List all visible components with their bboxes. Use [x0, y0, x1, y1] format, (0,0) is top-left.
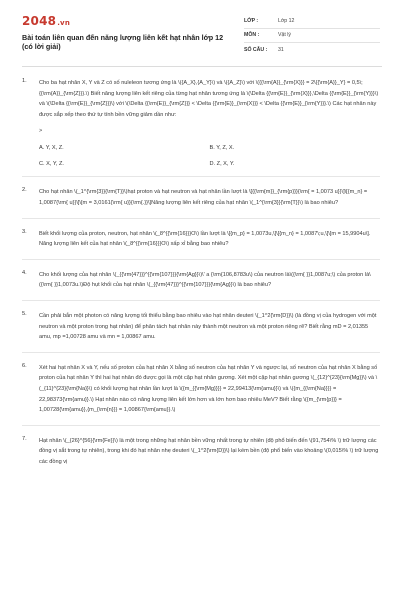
- question-number: 7.: [22, 435, 27, 442]
- question-4: [22, 270, 380, 291]
- meta-label: MÔN :: [244, 32, 260, 39]
- question-number: 2.: [22, 187, 27, 194]
- meta-value: Lớp 12: [278, 17, 295, 24]
- option-c[interactable]: C. X, Y, Z.: [39, 161, 64, 168]
- question-6: [22, 363, 380, 416]
- question-text: Cho hạt nhân \(_1^{\rm{3}}{\rm{T}}\)hạt proton và hạt neutron và hạt nhân lần lượt là \[{{\rm{m}}_{\rm{p}}}{\rm{ = 1,0073 u}}\]\[{m_n} = 1,0087{\rm{ u}}\]\[m = 3,0161{\rm{ u}}{\rm{.}}\]Năng lượng liên kết riêng của hạt nhân \(_1^{\rm{3}}{\rm{T}}\) là bao nhiêu?: [39, 189, 368, 206]
- question-1: [22, 78, 380, 167]
- question-number: 5.: [22, 310, 27, 317]
- meta-value: 31: [278, 47, 284, 54]
- answer-options: [39, 145, 380, 167]
- question-number: 1.: [22, 78, 27, 84]
- logo-suffix: .vn: [57, 19, 71, 27]
- logo-text: 2048: [22, 14, 57, 28]
- question-text: Xét hai hạt nhân X và Y, nếu số proton của hạt nhân X bằng số neutron của hạt nhân Y và ngược lại, số neutron của hạt nhân X bằng số proton của hạt nhân Y thì hai hạt nhân đó được gọi là một cặp hạt nhân gương. Xét một cặp hạt nhân gương \(_{12}^{23}{\rm{Mg}}\) và \(_{11}^{23}{\rm{Na}}\) có khối lượng hạt nhân lần lượt là \({m_{{\rm{Mg}}}} = 22,99413{\rm{amu}}\) và \({m_{{\rm{Na}}}} = 22,98373{\rm{amu}}.\) Hạt nhân nào có năng lượng liên kết lớn hơn và lớn hơn bao nhiêu MeV? Biết rằng \({m_{\rm{p}}} = 1,00728{\rm{amu}},{m_{\rm{n}}} = 1,00867{\rm{amu}}.\): [39, 364, 378, 414]
- meta-row-subject: [244, 29, 380, 44]
- option-a[interactable]: A. Y, X, Z.: [39, 145, 64, 152]
- document-meta: [244, 14, 380, 58]
- question-number: 6.: [22, 362, 27, 369]
- question-text: Hạt nhân \(_{26}^{56}{\rm{Fe}}\) là một trong những hạt nhân bền vững nhất trong tự nhiên (độ phổ biến đến \(91,754\% \) trữ lượng các đồng vị sắt trong tự nhiên), trong khi đó hạt nhân nhẹ deuteri \(_1^2{\rm{D}}\) lại kém bền (độ phổ biến vào khoảng \(0,015\% \) trữ lượng các đồng vị: [39, 437, 379, 465]
- site-logo[interactable]: [22, 14, 70, 28]
- document-header: [22, 14, 382, 60]
- question-divider: [22, 176, 380, 177]
- question-divider: [22, 259, 380, 260]
- question-5: [22, 311, 380, 343]
- meta-row-class: [244, 14, 380, 29]
- option-b[interactable]: B. Y, Z, X.: [209, 145, 235, 152]
- question-text: Cho khối lượng của hạt nhân \(_{{\rm{47}}}^{{\rm{107}}}{\rm{Ag}}\)\' a {\rm{106,8783u\) của neutron là\({\rm{ }}1,0087u;\) của proton là\({\rm{ }}1,0073u.\)Độ hụt khối của hạt nhân \(_{{\rm{47}}}^{{\rm{107}}}{\rm{Ag}}\) là bao nhiêu?: [39, 271, 371, 289]
- question-divider: [22, 352, 380, 353]
- question-text: Cần phải bắn một photon có năng lượng tối thiểu bằng bao nhiêu vào hạt nhân deuteri \(_1^2{\rm{D}}\) (là đồng vị của hydrogen với một neutron và một proton trong hạt nhân) để phân tách hạt nhân này thành một neutron và một proton riêng rẽ? Biết rằng mD = 2,01355 amu, mp =1,00728 amu và mn = 1,00867 amu.: [39, 312, 377, 341]
- question-divider: [22, 425, 380, 426]
- question-text: Biết khối lượng của proton, neutron, hạt nhân \(_8^{{\rm{16}}}O\) lần lượt là \[{m_p} = 1,0073u,\]\[{m_n} = 1,0087\;u,\]\[m = 15,9904u\]. Năng lượng liên kết của hạt nhân \(_8^{{\rm{16}}}O\) xấp xỉ bằng bao nhiêu?: [39, 230, 371, 248]
- question-number: 3.: [22, 228, 27, 235]
- header-divider: [22, 66, 382, 67]
- meta-row-question-count: [244, 43, 380, 58]
- meta-label: LỚP :: [244, 17, 259, 24]
- document-title: Bài toán liên quan đến năng lượng liên kết hạt nhân lớp 12 (có lời giải): [22, 33, 224, 51]
- question-number: 4.: [22, 269, 27, 276]
- question-list: [22, 78, 380, 467]
- meta-label: SỐ CÂU :: [244, 47, 268, 54]
- question-7: [22, 436, 380, 468]
- question-marker: >: [39, 128, 43, 135]
- question-divider: [22, 300, 380, 301]
- question-divider: [22, 218, 380, 219]
- option-d[interactable]: D. Z, X, Y.: [209, 161, 235, 168]
- meta-value: Vật lý: [278, 32, 291, 39]
- question-text: Cho ba hạt nhân X, Y và Z có số nuleleon tương ứng là \({A_X},{A_Y}\) và \({A_Z}\) với \({{\rm{A}}_{\rm{X}}} = 2\{{\rm{A}}_Y} = 0,5\;{{\rm{A}}_{\rm{Z}}}.\) Biết năng lượng liên kết riêng của từng hạt nhân tương ứng là \(\Delta {{\rm{E}}_{\rm{X}}},\Delta {{\rm{E}}_{\rm{Y}}}\) và \(\Delta {{\rm{E}}_{\rm{Z}}}\) với \(\Delta {{\rm{E}}_{\rm{Z}}} < \Delta {{\rm{E}}_{\rm{X}}} < \Delta {{\rm{E}}_{\rm{Y}}}.\) Các hạt nhân này được sắp xếp theo thứ tự tính bền vững giảm dần như:: [39, 80, 379, 118]
- question-3: [22, 229, 380, 250]
- question-2: [22, 187, 380, 208]
